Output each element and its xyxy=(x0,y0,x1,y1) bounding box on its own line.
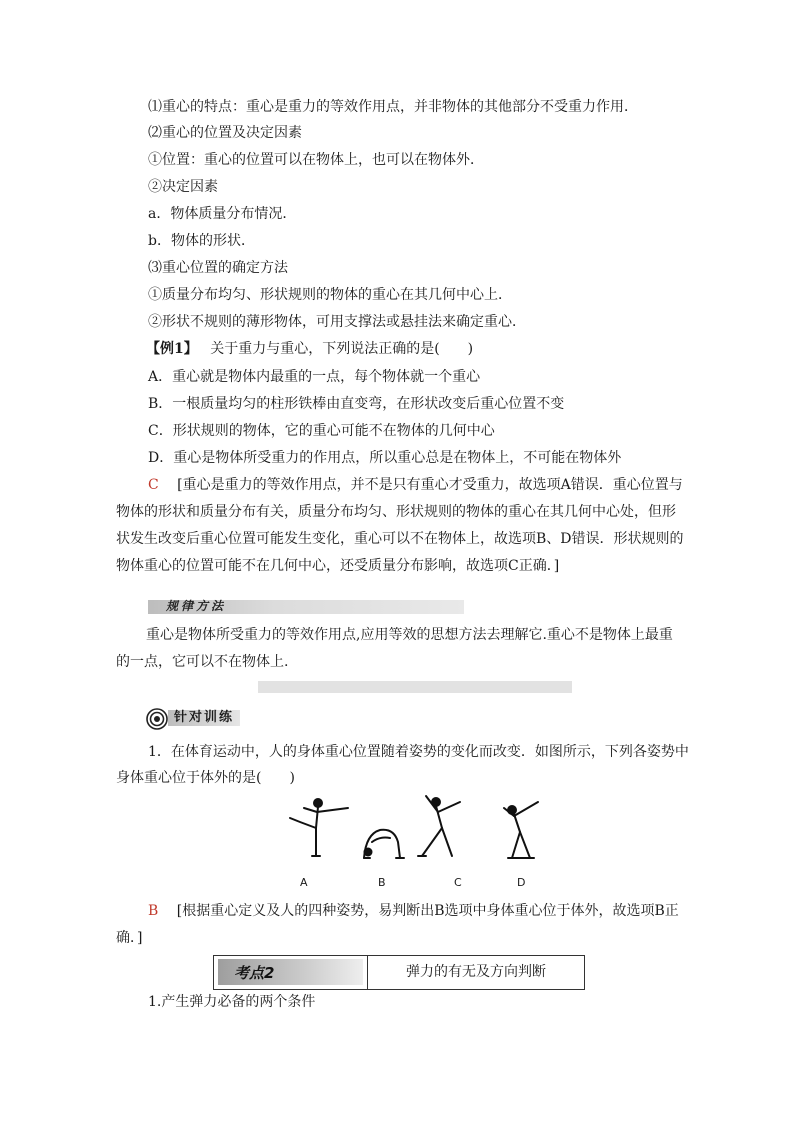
figure-label-c: C xyxy=(454,876,462,889)
text-line-factor-b: b．物体的形状． xyxy=(148,233,255,249)
example-option-d: D．重心是物体所受重力的作用点，所以重心总是在物体上，不可能在物体外 xyxy=(148,450,622,466)
rule-method-text-2: 的一点，它可以不在物体上. xyxy=(116,654,289,670)
text-line-factor-a: a．物体质量分布情况． xyxy=(148,206,297,222)
training-heading: 针对训练 xyxy=(168,710,240,726)
pose-d xyxy=(504,802,538,858)
figure-label-d: D xyxy=(517,876,526,889)
example-tag: 【例1】 xyxy=(146,341,198,357)
kaodian-box xyxy=(213,955,585,990)
kaodian-title: 弹力的有无及方向判断 xyxy=(406,964,546,980)
example-question xyxy=(146,340,473,358)
training-question-2: 身体重心位于体外的是( ) xyxy=(116,770,295,786)
example-explanation-4: 物体重心的位置可能不在几何中心，还受质量分布影响，故选项C正确．] xyxy=(116,558,560,574)
training-explanation-2: 确．] xyxy=(116,930,143,946)
figure-label-b: B xyxy=(378,876,386,889)
text-line-center-of-gravity-feature: ⑴重心的特点：重心是重力的等效作用点，并非物体的其他部分不受重力作用． xyxy=(148,99,638,115)
text-line-method-heading: ⑶重心位置的确定方法 xyxy=(148,260,288,276)
example-option-c: C．形状规则的物体，它的重心可能不在物体的几何中心 xyxy=(148,423,495,439)
kaodian-label: 考点2 xyxy=(234,964,275,982)
kaodian-label-cell xyxy=(214,956,368,989)
example-answer-letter: C xyxy=(148,477,159,493)
rule-method-heading-bar xyxy=(148,600,464,614)
gymnastics-poses-figure xyxy=(276,794,556,866)
training-answer-letter: B xyxy=(148,903,159,919)
pose-c xyxy=(418,796,460,856)
rule-method-text-1: 重心是物体所受重力的等效作用点,应用等效的思想方法去理解它.重心不是物体上最重 xyxy=(146,627,673,643)
target-icon xyxy=(146,708,168,730)
training-explanation-1: [根据重心定义及人的四种姿势，易判断出B选项中身体重心位于体外，故选项B正 xyxy=(176,903,679,919)
text-line-position-factors: ⑵重心的位置及决定因素 xyxy=(148,125,302,141)
figure-label-a: A xyxy=(300,876,308,889)
text-line-method-1: ①质量分布均匀、形状规则的物体的重心在其几何中心上． xyxy=(148,287,512,303)
text-line-method-2: ②形状不规则的薄形物体，可用支撑法或悬挂法来确定重心． xyxy=(148,314,526,330)
example-answer-line-1 xyxy=(148,476,683,494)
pose-b xyxy=(364,830,404,858)
kaodian-chip xyxy=(218,959,363,985)
example-question-text: 关于重力与重心，下列说法正确的是( ) xyxy=(210,341,474,357)
training-answer-line-1 xyxy=(148,902,679,920)
example-explanation-3: 状发生改变后重心位置可能发生变化，重心可以不在物体上，故选项B、D错误．形状规则的 xyxy=(116,531,684,547)
text-line-deciding-factors: ②决定因素 xyxy=(148,179,218,195)
example-explanation-1: [重心是重力的等效作用点，并不是只有重心才受重力，故选项A错误．重心位置与 xyxy=(177,477,683,493)
pose-a xyxy=(290,799,348,856)
training-question-1: 1．在体育运动中，人的身体重心位置随着姿势的变化而改变．如图所示，下列各姿势中 xyxy=(148,744,689,760)
text-line-position: ①位置：重心的位置可以在物体上，也可以在物体外． xyxy=(148,152,484,168)
rule-method-heading: 规律方法 xyxy=(166,599,227,613)
section-divider xyxy=(258,681,572,693)
elastic-force-conditions-heading: 1.产生弹力必备的两个条件 xyxy=(148,994,316,1010)
example-explanation-2: 物体的形状和质量分布有关，质量分布均匀、形状规则的物体的重心在其几何中心处，但形 xyxy=(116,504,676,520)
example-option-b: B．一根质量均匀的柱形铁棒由直变弯，在形状改变后重心位置不变 xyxy=(148,396,565,412)
example-option-a: A．重心就是物体内最重的一点，每个物体就一个重心 xyxy=(148,369,481,385)
